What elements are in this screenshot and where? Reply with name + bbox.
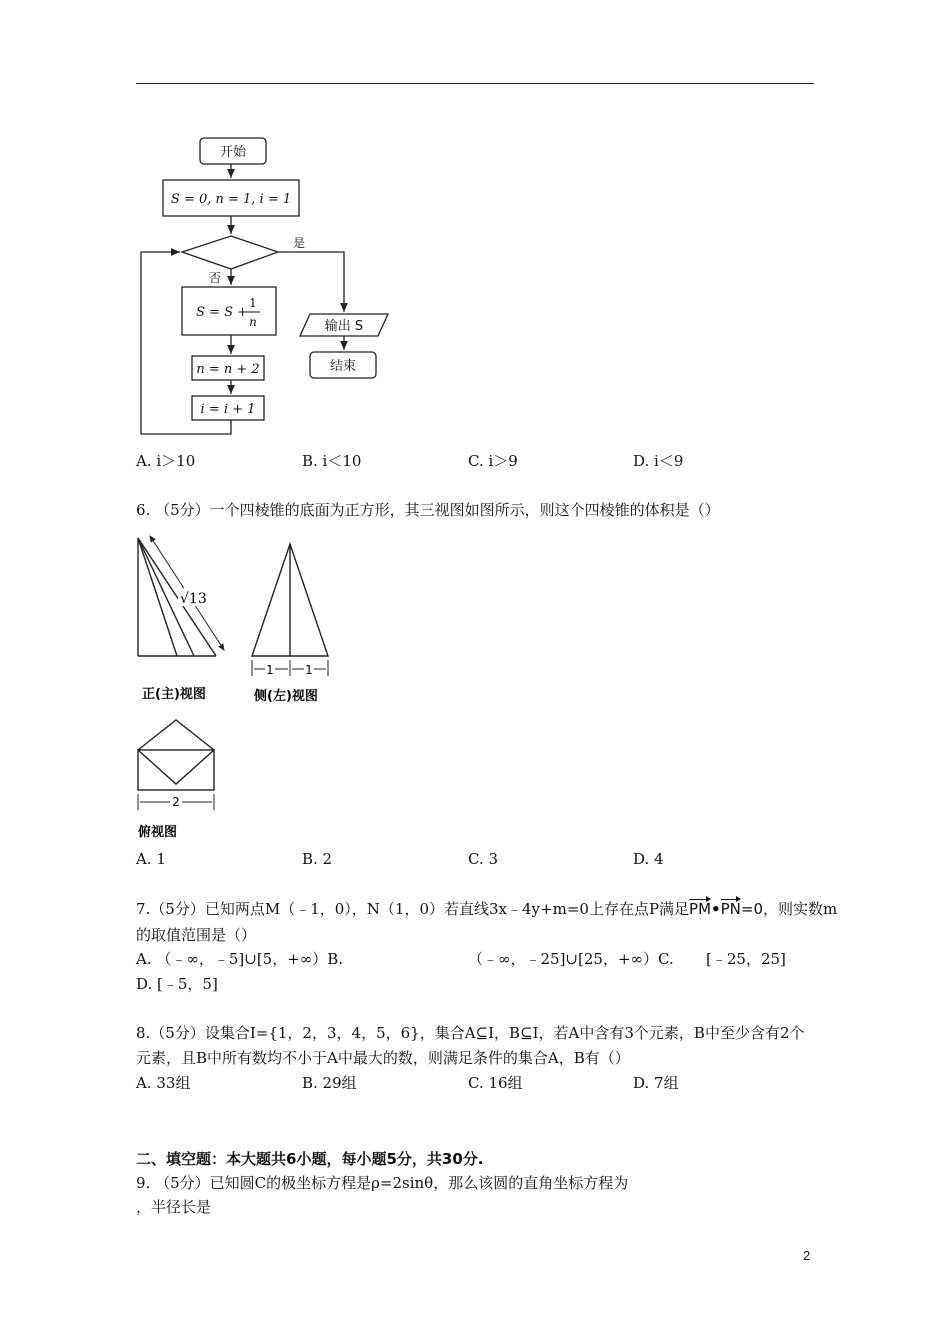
top-view-figure xyxy=(132,714,232,844)
q7-option-d: D. [﹣5，5] xyxy=(136,975,218,993)
q5-option-d: D. i＜9 xyxy=(633,452,684,470)
frac-num: 1 xyxy=(249,296,257,310)
q5-option-a: A. i＞10 xyxy=(136,452,196,470)
yes-label: 是 xyxy=(293,236,306,250)
q8-option-c: C. 16组 xyxy=(468,1074,523,1092)
q5-option-c: C. i＞9 xyxy=(468,452,518,470)
decision-diamond xyxy=(182,236,278,269)
q9-stem-line1: 9. （5分）已知圆C的极坐标方程是ρ=2sinθ，那么该圆的直角坐标方程为 xyxy=(136,1174,629,1192)
q8-option-d: D. 7组 xyxy=(633,1074,679,1092)
q8-stem-line1: 8.（5分）设集合I={1，2，3，4，5，6}，集合A⊆I，B⊆I，若A中含有3个元素，B中至少含有2个 xyxy=(136,1024,805,1042)
side-view-figure xyxy=(246,538,336,710)
q5-option-b: B. i＜10 xyxy=(302,452,362,470)
start-label: 开始 xyxy=(219,145,247,160)
side-view-caption: 侧(左)视图 xyxy=(254,689,318,704)
q8-stem-line2: 元素，且B中所有数均不小于A中最大的数，则满足条件的集合A，B有（） xyxy=(136,1049,630,1067)
update-i-label: i = i + 1 xyxy=(200,402,256,417)
update-n-label: n = n + 2 xyxy=(196,362,260,377)
q8-option-a: A. 33组 xyxy=(136,1074,191,1092)
yes-branch-line xyxy=(278,252,344,312)
front-view-figure xyxy=(132,530,232,710)
no-label: 否 xyxy=(209,271,222,285)
vector-pn: PN xyxy=(720,900,741,918)
vector-pm: PM xyxy=(689,900,712,918)
front-view-caption: 正(主)视图 xyxy=(142,687,206,702)
end-label: 结束 xyxy=(329,359,357,374)
dot-product: • xyxy=(711,900,721,918)
top-dim: 2 xyxy=(172,795,180,809)
q7-stem-line1 xyxy=(136,898,837,920)
top-view-caption: 俯视图 xyxy=(138,825,178,840)
q6-option-a: A. 1 xyxy=(136,850,166,868)
eq-zero: =0 xyxy=(740,900,764,918)
q8-option-b: B. 29组 xyxy=(302,1074,357,1092)
init-label: S = 0, n = 1, i = 1 xyxy=(170,192,292,207)
section-heading: 二、填空题：本大题共6小题，每小题5分，共30分. xyxy=(136,1150,484,1168)
q7-stem-a: 7.（5分）已知两点M（﹣1，0），N（1，0）若直线3x﹣4y+m=0上存在点P满足 xyxy=(136,900,690,918)
q6-stem: 6. （5分）一个四棱锥的底面为正方形，其三视图如图所示，则这个四棱锥的体积是（） xyxy=(136,501,720,519)
output-label: 输出 S xyxy=(324,319,364,334)
update-s-label: S = S + xyxy=(196,305,248,320)
frac-den: n xyxy=(249,315,257,329)
side-dim-left: 1 xyxy=(266,663,274,677)
q6-option-c: C. 3 xyxy=(468,850,499,868)
sqrt13-label: √13 xyxy=(180,591,207,607)
q6-option-d: D. 4 xyxy=(633,850,664,868)
q7-option-a: A. （﹣∞，﹣5]∪[5，+∞）B. xyxy=(136,950,344,968)
flowchart xyxy=(130,130,410,442)
header-rule xyxy=(136,83,814,84)
q7-option-b: （﹣∞，﹣25]∪[25，+∞）C. xyxy=(468,950,674,968)
side-dim-right: 1 xyxy=(305,663,313,677)
q6-option-b: B. 2 xyxy=(302,850,333,868)
q7-stem-b: ，则实数m xyxy=(763,900,838,918)
q9-stem-line2: ，半径长是 xyxy=(136,1198,212,1216)
q7-stem-line2: 的取值范围是（） xyxy=(136,926,257,944)
q7-option-c: [﹣25，25] xyxy=(706,950,786,968)
page-number: 2 xyxy=(803,1248,811,1263)
